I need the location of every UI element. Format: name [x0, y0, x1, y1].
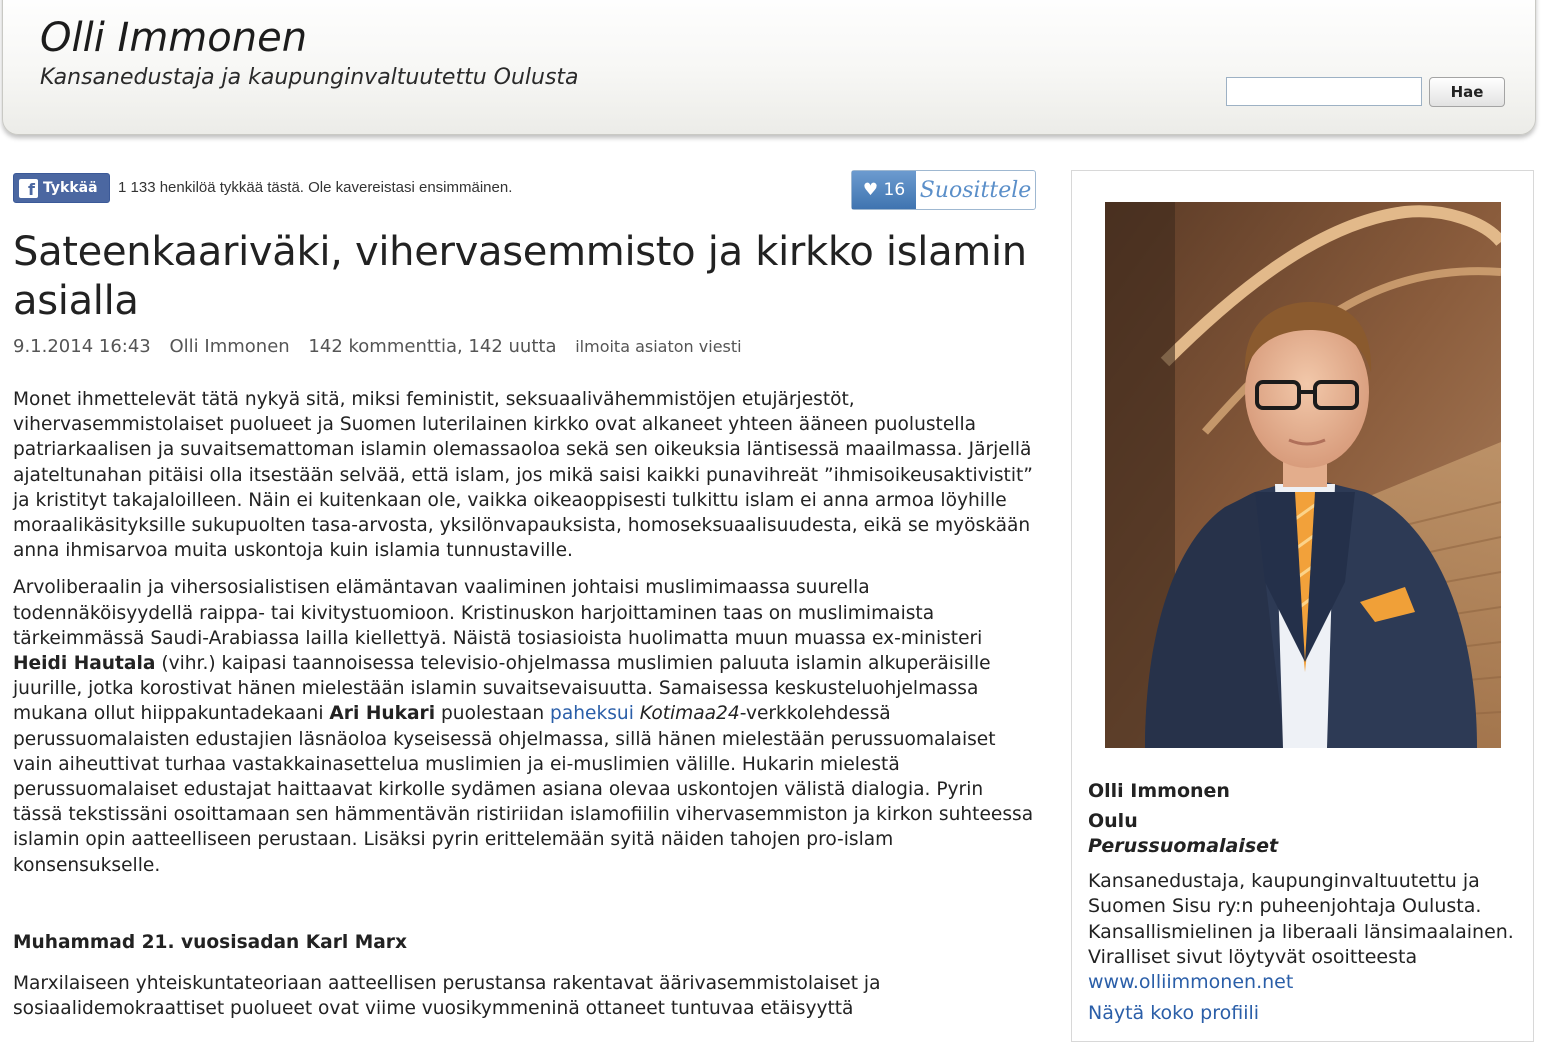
- article-body: [13, 387, 1038, 1033]
- paragraph-2-text: Arvoliberaalin ja vihersosialistisen elämäntavan vaaliminen johtaisi muslimimaassa suurella todennäköisyydellä raippa- tai kivitystuomioon. Kristinuskon harjoittaminen taas on muslimimaista tärkeimmässä Saudi-Arabiassa lailla kiellettyä. Näistä tosiasioista huolimatta muun muassa ex-ministeri: [13, 577, 983, 649]
- recommend-button[interactable]: [851, 170, 1036, 210]
- profile-photo[interactable]: [1105, 202, 1501, 748]
- recommend-label: Suosittele: [919, 177, 1032, 203]
- paragraph-2-text: -verkkolehdessä perussuomalaisten edustajien läsnäoloa kyseisessä ohjelmassa, sillä hänen mielestään perussuomalaiset vain aiheuttivat turhaa vastakkainasettelua muslimien ja ei-muslimien välille. Hukarin mielestä perussuomalaiset edustajat haittaavat kirkolle sydämen asiana olevaa uskontojen välistä dialogia. Pyrin tässä tekstissäni osoittamaan sen hämmentävän ristiriidan islamofiilin vihervasemmiston ja kirkon suhteessa islamin opin aatteelliseen perustaan. Lisäksi pyrin erittelemään syitä näiden tahojen pro-islam konsensukselle.: [13, 703, 1034, 876]
- paragraph-3: Marxilaiseen yhteiskuntateoriaan aatteellisen perustansa rakentavat äärivasemmistolaiset ja sosiaalidemokraattiset puolueet ovat viime vuosikymmeninä ottaneet tuntuvaa etäisyyttä: [13, 972, 881, 1020]
- facebook-like-label: Tykkää: [43, 180, 98, 196]
- facebook-like-button[interactable]: [13, 173, 110, 203]
- search-input[interactable]: [1226, 77, 1422, 106]
- site-title[interactable]: Olli Immonen: [40, 15, 308, 61]
- report-link[interactable]: ilmoita asiaton viesti: [575, 337, 742, 356]
- section-heading: Muhammad 21. vuosisadan Karl Marx: [13, 931, 407, 953]
- article-title: Sateenkaariväki, vihervasemmisto ja kirkko islamin asialla: [13, 229, 1027, 324]
- source-name: Kotimaa24: [639, 703, 740, 725]
- article-author[interactable]: Olli Immonen: [169, 336, 290, 357]
- profile-city: Oulu: [1088, 810, 1138, 832]
- paragraph-2-text: (vihr.) kaipasi taannoisessa televisio-ohjelmassa muslimien paluuta islamin alkuperäisille juurille, jotka korostivat hänen mielestään islamin suvaitsevaisuutta. Samaisessa keskusteluohjelmassa mukana ollut hiippakuntadekaani: [13, 653, 991, 725]
- site-subtitle: Kansanedustaja ja kaupunginvaltuutettu Oulusta: [40, 65, 579, 90]
- article-date: 9.1.2014 16:43: [13, 336, 151, 357]
- recommend-count: ♥ 16: [852, 171, 916, 209]
- profile-sidebar: [1071, 170, 1534, 1042]
- article-meta: [13, 336, 755, 357]
- facebook-icon: f: [19, 179, 38, 198]
- facebook-like-count-text: 1 133 henkilöä tykkää tästä. Ole kavereistasi ensimmäinen.: [118, 179, 513, 196]
- profile-description-text: Kansanedustaja, kaupunginvaltuutettu ja Suomen Sisu ry:n puheenjohtaja Oulusta. Kansallismielinen ja liberaali länsimaalainen. Viralliset sivut löytyvät osoitteesta: [1088, 870, 1514, 968]
- article-comments-link[interactable]: 142 kommenttia, 142 uutta: [308, 336, 557, 357]
- paheksui-link[interactable]: paheksui: [550, 703, 634, 725]
- person-name-hukari: Ari Hukari: [329, 703, 436, 725]
- paragraph-1: Monet ihmettelevät tätä nykyä sitä, miksi feministit, seksuaalivähemmistöjen etujärjestöt, vihervasemmistolaiset puolueet ja Suomen luterilainen kirkko ovat alkaneet yhteen ääneen puolustella patriarkaalisen ja suvaitsemattoman islamin olemassaoloa sekä sen oikeuksia läntisessä maailmassa. Järjellä ajateltunahan pitäisi olla itsestään selvää, että islam, jos mikä saisi kaikki punavihreät ”ihmisoikeusaktivistit” ja kristityt takajaloilleen. Näin ei kuitenkaan ole, vaikka oikeaoppisesti tulkittu islam ei anna armoa löyhille moraalikäsityksille sukupuolten tasa-arvosta, yksilönvapauksista, homoseksuaalisuudesta, eikä se myöskään anna ihmisarvoa muita uskontoja kuin islamia tunnustaville.: [13, 389, 1033, 562]
- paragraph-2: [13, 575, 1038, 877]
- profile-description: [1088, 869, 1528, 995]
- show-full-profile-link[interactable]: Näytä koko profiili: [1088, 1002, 1260, 1024]
- person-name-hautala: Heidi Hautala: [13, 653, 156, 675]
- profile-party: Perussuomalaiset: [1088, 835, 1279, 857]
- profile-name: Olli Immonen: [1088, 780, 1230, 802]
- website-link[interactable]: www.olliimmonen.net: [1088, 971, 1294, 994]
- search-button[interactable]: Hae: [1429, 77, 1505, 107]
- site-header: [2, 0, 1536, 135]
- paragraph-2-text: puolestaan: [435, 703, 551, 725]
